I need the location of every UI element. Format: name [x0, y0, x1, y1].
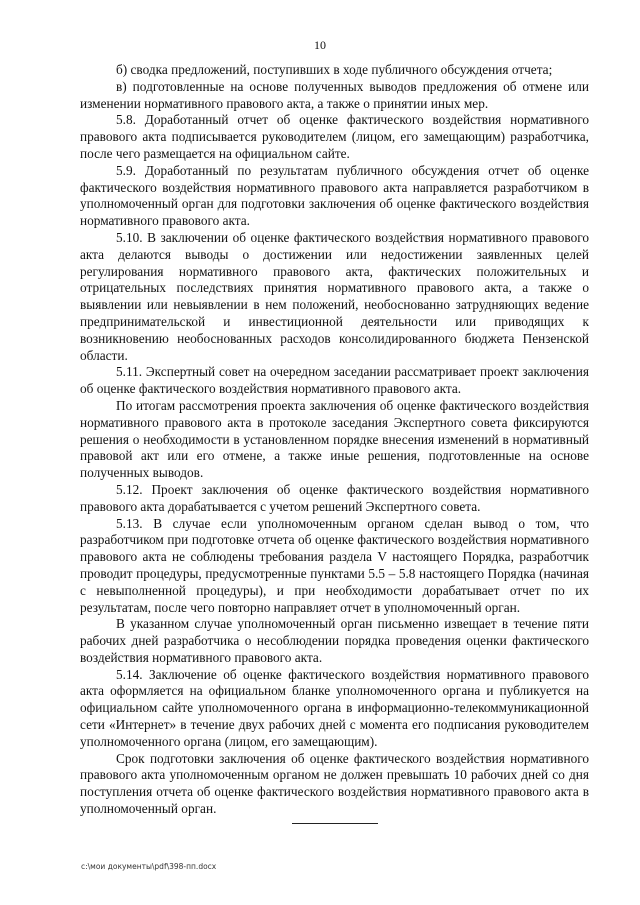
paragraph-5-10: 5.10. В заключении об оценке фактического воздействия нормативного правового акта делаются выводы о достижении или недостижении заявленных целей регулирования нормативного правового акта, фактических положительных и отрицательных последствиях принятия нормативного правового акта, а также о выявлении или невыявлении в нем положений, необоснованно затрудняющих ведение предпринимательской и инвестиционной деятельности или приводящих к возникновению необоснованных расходов консолидированного бюджета Пензенской области.	[80, 229, 589, 363]
paragraph-5-13: 5.13. В случае если уполномоченным органом сделан вывод о том, что разработчиком при подготовке отчета об оценке фактического воздействия нормативного правового акта не соблюдены требования раздела V настоящего Порядка, разработчик проводит процедуры, предусмотренные пунктами 5.5 – 5.8 настоящего Порядка (начиная с невыполненной процедуры), и при необходимости дорабатывает отчет по их результатам, после чего повторно направляет отчет в уполномоченный орган.	[80, 515, 589, 615]
end-divider-line	[292, 823, 378, 824]
footer-file-path: c:\мои документы\pdf\398-пп.docx	[81, 862, 217, 871]
page-number: 10	[314, 38, 326, 52]
paragraph-5-14: 5.14. Заключение об оценке фактического воздействия нормативного правового акта оформляется на официальном бланке уполномоченного органа и публикуется на официальном сайте уполномоченного органа в информационно-телекоммуникационной сети «Интернет» в течение двух рабочих дней с момента его подписания руководителем уполномоченного органа (лицом, его замещающим).	[80, 666, 589, 749]
paragraph-5-9: 5.9. Доработанный по результатам публичного обсуждения отчет об оценке фактического воздействия нормативного правового акта направляется разработчиком в уполномоченный орган для подготовки заключения об оценке фактического воздействия нормативного правового акта.	[80, 162, 589, 229]
paragraph-5-14-deadline: Срок подготовки заключения об оценке фактического воздействия нормативного правового акта уполномоченным органом не должен превышать 10 рабочих дней со дня поступления отчета об оценке фактического воздействия нормативного правового акта в уполномоченный орган.	[80, 750, 589, 817]
paragraph-5-12: 5.12. Проект заключения об оценке фактического воздействия нормативного правового акта дорабатывается с учетом решений Экспертного совета.	[80, 481, 589, 514]
paragraph-list-item-v: в) подготовленные на основе полученных выводов предложения об отмене или изменении нормативного правового акта, а также о принятии иных мер.	[80, 78, 589, 111]
paragraph-5-11-decisions: По итогам рассмотрения проекта заключения об оценке фактического воздействия нормативного правового акта в протоколе заседания Экспертного совета фиксируются решения о необходимости в установленном порядке внесения изменений в нормативный правовой акт или его отмене, а также иные решения, подготовленные на основе полученных выводов.	[80, 397, 589, 481]
document-body	[80, 62, 589, 818]
paragraph-5-11: 5.11. Экспертный совет на очередном заседании рассматривает проект заключения об оценке фактического воздействия нормативного правового акта.	[80, 364, 589, 397]
paragraph-5-8: 5.8. Доработанный отчет об оценке фактического воздействия нормативного правового акта подписывается руководителем (лицом, его замещающим) разработчика, после чего размещается на официальном сайте.	[80, 112, 589, 161]
paragraph-list-item-b: б) сводка предложений, поступивших в ходе публичного обсуждения отчета;	[116, 62, 553, 77]
paragraph-5-13-notice: В указанном случае уполномоченный орган письменно извещает в течение пяти рабочих дней разработчика о несоблюдении порядка проведения оценки фактического воздействия нормативного правового акта.	[80, 616, 589, 665]
